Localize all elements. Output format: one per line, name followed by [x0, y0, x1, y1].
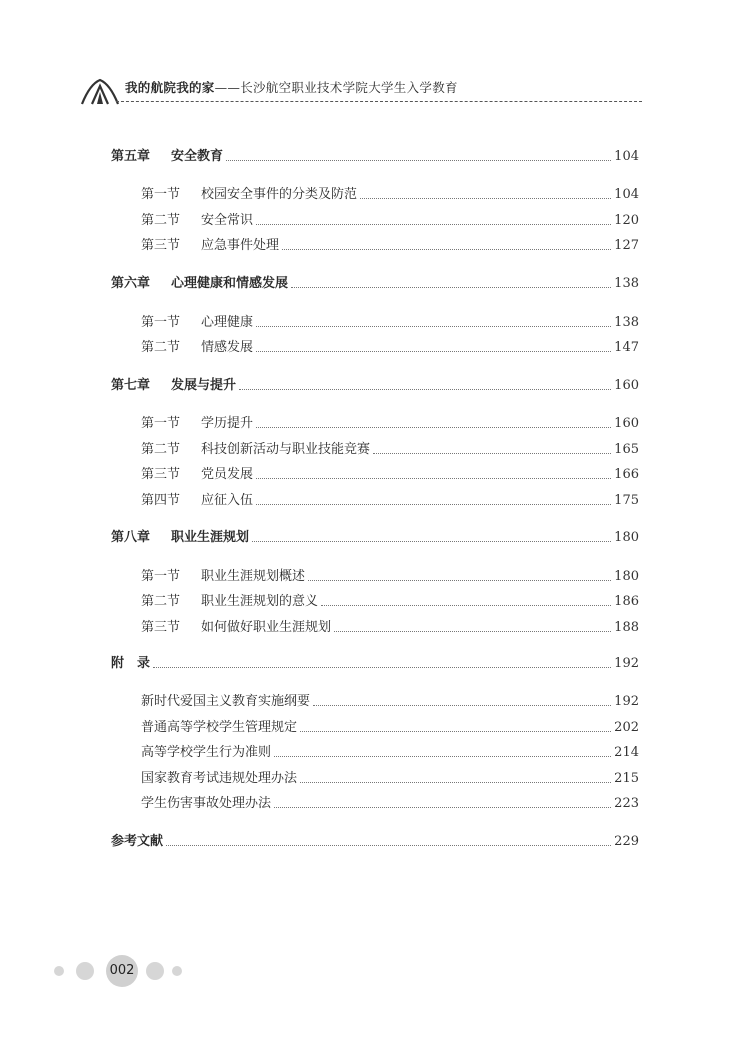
- toc-page-number: 223: [614, 796, 639, 811]
- toc-page-number: 188: [614, 620, 639, 635]
- toc-section-entry[interactable]: [141, 792, 639, 812]
- toc-entry-label: [141, 416, 253, 432]
- toc-entry-title: 情感发展: [201, 340, 254, 355]
- toc-chapter-entry[interactable]: [111, 652, 639, 672]
- toc-chapter-entry[interactable]: [111, 526, 639, 546]
- dot-leader: [153, 667, 611, 668]
- toc-entry-title: 职业生涯规划概述: [201, 569, 306, 584]
- dot-leader: [252, 541, 611, 542]
- toc-entry-label: [111, 656, 150, 672]
- toc-page-number: 160: [614, 378, 639, 393]
- toc-entry-title: 学历提升: [201, 416, 254, 431]
- toc-entry-label: [111, 530, 249, 546]
- toc-entry-number: 第一节: [141, 187, 181, 202]
- footer-dot: [146, 962, 164, 980]
- toc-entry-number: 附 录: [111, 656, 151, 671]
- toc-entry-label: [141, 745, 271, 761]
- toc-entry-title: 如何做好职业生涯规划: [201, 620, 332, 635]
- toc-entry-title: 高等学校学生行为准则: [141, 745, 272, 760]
- toc-page-number: 186: [614, 594, 639, 609]
- toc-entry-label: [111, 834, 163, 850]
- toc-entry-label: [141, 569, 305, 585]
- toc-entry-label: [141, 213, 253, 229]
- running-header: [80, 72, 642, 112]
- toc-entry-number: 第二节: [141, 213, 181, 228]
- toc-entry-label: [111, 276, 288, 292]
- dot-leader: [373, 453, 611, 454]
- page-footer: [54, 955, 194, 987]
- toc-entry-number: 第一节: [141, 416, 181, 431]
- toc-entry-title: 心理健康: [201, 315, 254, 330]
- toc-entry-title: 职业生涯规划的意义: [201, 594, 319, 609]
- dot-leader: [282, 249, 611, 250]
- header-divider: [116, 101, 642, 102]
- toc-entry-label: [141, 315, 253, 331]
- page-number: 002: [106, 955, 138, 987]
- dot-leader: [274, 756, 611, 757]
- toc-chapter-entry[interactable]: [111, 374, 639, 394]
- toc-page-number: 120: [614, 213, 639, 228]
- toc-page-number: 104: [614, 149, 639, 164]
- dot-leader: [334, 631, 611, 632]
- toc-entry-label: [141, 467, 253, 483]
- toc-entry-title: 应急事件处理: [201, 238, 280, 253]
- toc-entry-label: [111, 378, 236, 394]
- toc-section-entry[interactable]: [141, 183, 639, 203]
- dot-leader: [274, 807, 611, 808]
- toc-section-entry[interactable]: [141, 741, 639, 761]
- toc-page-number: 166: [614, 467, 639, 482]
- toc-page-number: 180: [614, 569, 639, 584]
- toc-section-entry[interactable]: [141, 209, 639, 229]
- toc-entry-title: 职业生涯规划: [171, 530, 250, 545]
- toc-entry-number: 第七章: [111, 378, 151, 393]
- book-title: 我的航院我的家: [125, 80, 215, 95]
- toc-page-number: 104: [614, 187, 639, 202]
- toc-section-entry[interactable]: [141, 412, 639, 432]
- footer-dot: [54, 966, 64, 976]
- dot-leader: [256, 427, 611, 428]
- toc-entry-label: [141, 694, 310, 710]
- footer-dot: [76, 962, 94, 980]
- dot-leader: [308, 580, 611, 581]
- toc-page-number: 214: [614, 745, 639, 760]
- toc-entry-number: 第六章: [111, 276, 151, 291]
- dot-leader: [256, 504, 611, 505]
- dot-leader: [256, 478, 611, 479]
- toc-entry-label: [141, 771, 297, 787]
- toc-entry-label: [141, 620, 331, 636]
- toc-page-number: 127: [614, 238, 639, 253]
- toc-chapter-entry[interactable]: [111, 272, 639, 292]
- toc-entry-number: 第三节: [141, 467, 181, 482]
- toc-entry-title: 应征入伍: [201, 493, 254, 508]
- toc-entry-number: 第四节: [141, 493, 181, 508]
- toc-chapter-entry[interactable]: [111, 830, 639, 850]
- toc-page-number: 147: [614, 340, 639, 355]
- toc-page-number: 192: [614, 694, 639, 709]
- toc-entry-label: [141, 720, 297, 736]
- toc-entry-title: 校园安全事件的分类及防范: [201, 187, 358, 202]
- toc-entry-number: 第二节: [141, 340, 181, 355]
- dot-leader: [256, 224, 611, 225]
- toc-page-number: 175: [614, 493, 639, 508]
- toc-section-entry[interactable]: [141, 690, 639, 710]
- toc-entry-number: 第五章: [111, 149, 151, 164]
- toc-entry-title: 安全常识: [201, 213, 254, 228]
- toc-entry-number: 第八章: [111, 530, 151, 545]
- book-subtitle: ——长沙航空职业技术学院大学生入学教育: [214, 80, 458, 95]
- aviation-logo-icon: [80, 78, 120, 106]
- toc-page-number: 165: [614, 442, 639, 457]
- toc-chapter-entry[interactable]: [111, 145, 639, 165]
- toc-page-number: 229: [614, 834, 639, 849]
- toc-entry-label: [141, 796, 271, 812]
- toc-page-number: 138: [614, 315, 639, 330]
- toc-entry-title: 新时代爱国主义教育实施纲要: [141, 694, 311, 709]
- toc-section-entry[interactable]: [141, 716, 639, 736]
- toc-section-entry[interactable]: [141, 489, 639, 509]
- toc-entry-label: [141, 594, 318, 610]
- toc-page-number: 215: [614, 771, 639, 786]
- dot-leader: [256, 351, 611, 352]
- toc-entry-number: 第一节: [141, 315, 181, 330]
- toc-page-number: 202: [614, 720, 639, 735]
- toc-entry-title: 普通高等学校学生管理规定: [141, 720, 298, 735]
- toc-page-number: 160: [614, 416, 639, 431]
- dot-leader: [239, 389, 611, 390]
- toc-section-entry[interactable]: [141, 590, 639, 610]
- toc-entry-label: [111, 149, 223, 165]
- toc-entry-title: 党员发展: [201, 467, 254, 482]
- toc-page-number: 192: [614, 656, 639, 671]
- toc-section-entry[interactable]: [141, 616, 639, 636]
- toc-entry-number: 第一节: [141, 569, 181, 584]
- toc-entry-title: 国家教育考试违规处理办法: [141, 771, 298, 786]
- header-title: [125, 78, 458, 96]
- toc-entry-number: 第三节: [141, 620, 181, 635]
- dot-leader: [291, 287, 611, 288]
- toc-entry-title: 发展与提升: [171, 378, 237, 393]
- dot-leader: [300, 782, 611, 783]
- toc-section-entry[interactable]: [141, 234, 639, 254]
- dot-leader: [313, 705, 611, 706]
- toc-entry-label: [141, 187, 357, 203]
- toc-page-number: 180: [614, 530, 639, 545]
- toc-entry-number: 第二节: [141, 594, 181, 609]
- toc-entry-title: 科技创新活动与职业技能竞赛: [201, 442, 371, 457]
- toc-page-number: 138: [614, 276, 639, 291]
- toc-entry-title: 心理健康和情感发展: [171, 276, 289, 291]
- toc-section-entry[interactable]: [141, 438, 639, 458]
- toc-entry-title: 安全教育: [171, 149, 224, 164]
- toc-entry-number: 第三节: [141, 238, 181, 253]
- toc-entry-label: [141, 238, 279, 254]
- dot-leader: [256, 326, 611, 327]
- toc-section-entry[interactable]: [141, 463, 639, 483]
- toc-section-entry[interactable]: [141, 767, 639, 787]
- toc-section-entry[interactable]: [141, 565, 639, 585]
- dot-leader: [166, 845, 611, 846]
- toc-entry-number: 第二节: [141, 442, 181, 457]
- footer-dot: [172, 966, 182, 976]
- dot-leader: [300, 731, 611, 732]
- toc-section-entry[interactable]: [141, 311, 639, 331]
- dot-leader: [360, 198, 611, 199]
- toc-entry-title: 学生伤害事故处理办法: [141, 796, 272, 811]
- dot-leader: [321, 605, 611, 606]
- dot-leader: [226, 160, 611, 161]
- toc-entry-label: [141, 340, 253, 356]
- toc-entry-label: [141, 442, 370, 458]
- toc-entry-number: 参考文献: [111, 834, 164, 849]
- toc-entry-label: [141, 493, 253, 509]
- toc-section-entry[interactable]: [141, 336, 639, 356]
